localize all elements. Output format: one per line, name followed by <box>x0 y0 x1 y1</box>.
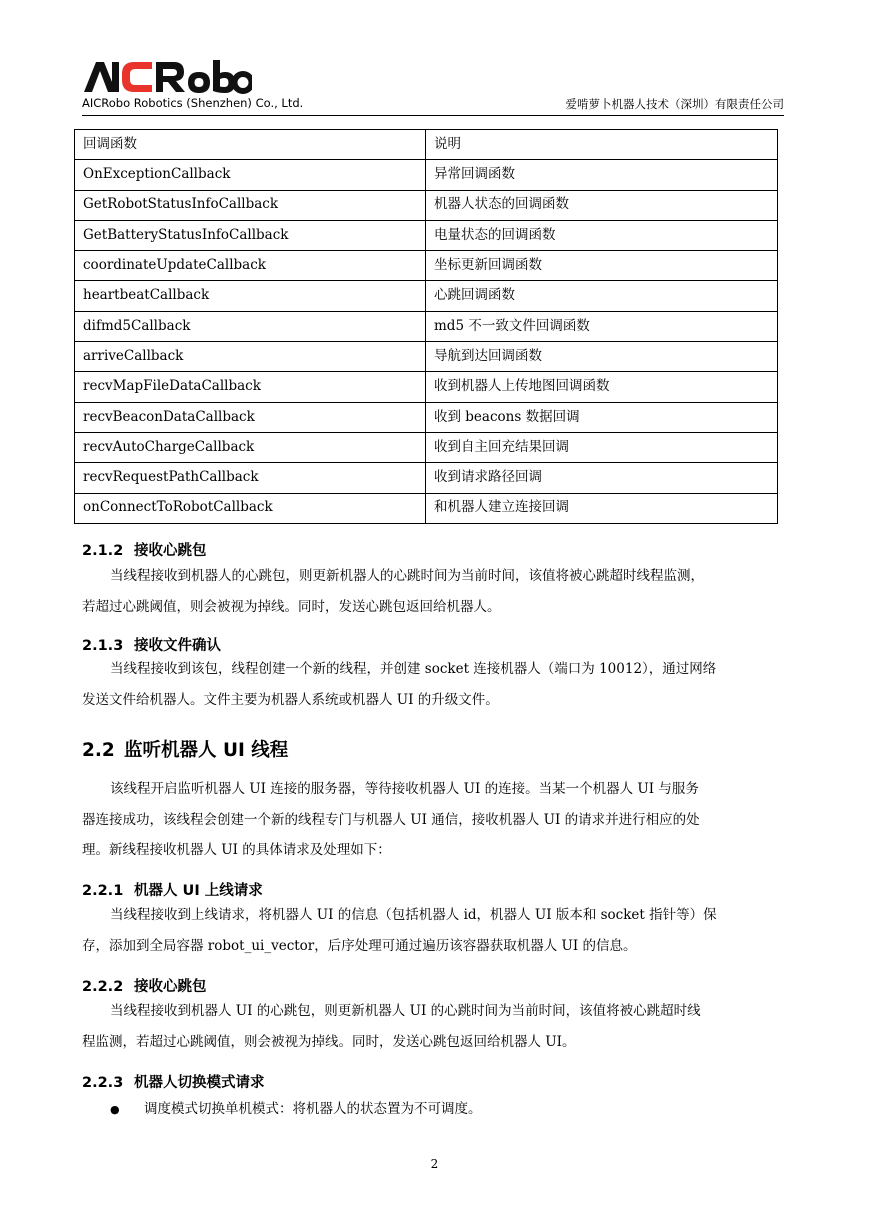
bullet-text: 调度模式切换单机模式：将机器人的状态置为不可调度。 <box>144 1101 482 1117</box>
table-header-cell: 回调函数 <box>75 130 426 160</box>
section-number: 2.2 <box>82 740 115 761</box>
section-title: 监听机器人 UI 线程 <box>124 740 289 761</box>
section-title: 机器人 UI 上线请求 <box>134 883 263 899</box>
section-number: 2.1.2 <box>82 543 124 559</box>
aicrobo-logo-icon <box>82 58 252 94</box>
paragraph-line: 当线程接收到上线请求，将机器人 UI 的信息（包括机器人 id，机器人 UI 版本和 socket 指针等）保 <box>110 907 717 923</box>
callback-description-cell: 收到机器人上传地图回调函数 <box>426 372 778 402</box>
paragraph-line: 当线程接收到该包，线程创建一个新的线程，并创建 socket 连接机器人（端口为 10012），通过网络 <box>110 661 717 677</box>
callback-name-cell: recvMapFileDataCallback <box>75 372 426 402</box>
callback-name-cell: arriveCallback <box>75 342 426 372</box>
callback-table <box>74 129 778 524</box>
paragraph-line: 该线程开启监听机器人 UI 连接的服务器，等待接收机器人 UI 的连接。当某一个机器人 UI 与服务 <box>110 781 699 797</box>
paragraph-2-1-2 <box>82 561 772 622</box>
company-name-english: AICRobo Robotics (Shenzhen) Co., Ltd. <box>82 96 304 110</box>
section-number: 2.2.1 <box>82 883 124 899</box>
paragraph-2-2-2 <box>82 996 772 1057</box>
callback-description-cell: 坐标更新回调函数 <box>426 251 778 281</box>
section-heading-2-1-2 <box>82 539 207 560</box>
callback-description-cell: 异常回调函数 <box>426 160 778 190</box>
header-divider <box>82 115 784 116</box>
paragraph-line: 程监测，若超过心跳阈值，则会被视为掉线。同时，发送心跳包返回给机器人 UI。 <box>82 1033 576 1050</box>
table-header-cell: 说明 <box>426 130 778 160</box>
callback-name-cell: recvRequestPathCallback <box>75 463 426 493</box>
callback-description-cell: 导航到达回调函数 <box>426 342 778 372</box>
callback-name-cell: onConnectToRobotCallback <box>75 493 426 523</box>
callback-name-cell: difmd5Callback <box>75 311 426 341</box>
bullet-dot-icon: ● <box>110 1103 120 1116</box>
table-row <box>75 372 778 402</box>
table-row <box>75 311 778 341</box>
section-heading-2-2 <box>82 736 288 762</box>
paragraph-line: 发送文件给机器人。文件主要为机器人系统或机器人 UI 的升级文件。 <box>82 691 499 708</box>
page-number: 2 <box>430 1157 439 1171</box>
table-row <box>75 342 778 372</box>
paragraph-2-1-3 <box>82 654 772 715</box>
callback-description-cell: md5 不一致文件回调函数 <box>426 311 778 341</box>
callback-name-cell: OnExceptionCallback <box>75 160 426 190</box>
company-name-chinese: 爱啃萝卜机器人技术（深圳）有限责任公司 <box>565 97 784 111</box>
company-logo <box>82 58 252 94</box>
paragraph-2-2 <box>82 774 772 866</box>
callback-description-cell: 收到自主回充结果回调 <box>426 432 778 462</box>
callback-name-cell: heartbeatCallback <box>75 281 426 311</box>
table-row <box>75 402 778 432</box>
callback-name-cell: coordinateUpdateCallback <box>75 251 426 281</box>
paragraph-2-2-1 <box>82 900 772 961</box>
section-number: 2.2.2 <box>82 979 124 995</box>
callback-name-cell: recvAutoChargeCallback <box>75 432 426 462</box>
section-title: 接收心跳包 <box>134 543 207 559</box>
section-heading-2-2-3 <box>82 1071 265 1092</box>
callback-name-cell: GetRobotStatusInfoCallback <box>75 190 426 220</box>
table-row <box>75 493 778 523</box>
section-title: 接收文件确认 <box>134 638 221 654</box>
callback-description-cell: 电量状态的回调函数 <box>426 220 778 250</box>
page-header <box>82 58 784 116</box>
section-heading-2-2-2 <box>82 975 207 996</box>
table-row <box>75 281 778 311</box>
paragraph-line: 存，添加到全局容器 robot_ui_vector，后序处理可通过遍历该容器获取机器人 UI 的信息。 <box>82 937 637 954</box>
paragraph-line: 当线程接收到机器人的心跳包，则更新机器人的心跳时间为当前时间，该值将被心跳超时线程监测， <box>110 568 704 584</box>
section-title: 接收心跳包 <box>134 979 207 995</box>
bullet-item <box>110 1097 482 1117</box>
callback-description-cell: 心跳回调函数 <box>426 281 778 311</box>
table-row <box>75 190 778 220</box>
section-number: 2.2.3 <box>82 1075 124 1091</box>
paragraph-line: 若超过心跳阈值，则会被视为掉线。同时，发送心跳包返回给机器人。 <box>82 598 501 615</box>
paragraph-line: 当线程接收到机器人 UI 的心跳包，则更新机器人 UI 的心跳时间为当前时间，该值将被心跳超时线 <box>110 1003 701 1019</box>
section-heading-2-1-3 <box>82 634 221 655</box>
callback-description-cell: 收到请求路径回调 <box>426 463 778 493</box>
table-header-row <box>75 130 778 160</box>
callback-description-cell: 机器人状态的回调函数 <box>426 190 778 220</box>
section-number: 2.1.3 <box>82 638 124 654</box>
paragraph-line: 理。新线程接收机器人 UI 的具体请求及处理如下： <box>82 842 391 858</box>
callback-description-cell: 和机器人建立连接回调 <box>426 493 778 523</box>
table-row <box>75 220 778 250</box>
table-row <box>75 432 778 462</box>
table-row <box>75 463 778 493</box>
section-heading-2-2-1 <box>82 879 263 900</box>
section-title: 机器人切换模式请求 <box>134 1075 265 1091</box>
table-row <box>75 251 778 281</box>
callback-description-cell: 收到 beacons 数据回调 <box>426 402 778 432</box>
callback-name-cell: GetBatteryStatusInfoCallback <box>75 220 426 250</box>
callback-name-cell: recvBeaconDataCallback <box>75 402 426 432</box>
paragraph-line: 器连接成功，该线程会创建一个新的线程专门与机器人 UI 通信，接收机器人 UI 的请求并进行相应的处 <box>82 811 700 828</box>
table-row <box>75 160 778 190</box>
